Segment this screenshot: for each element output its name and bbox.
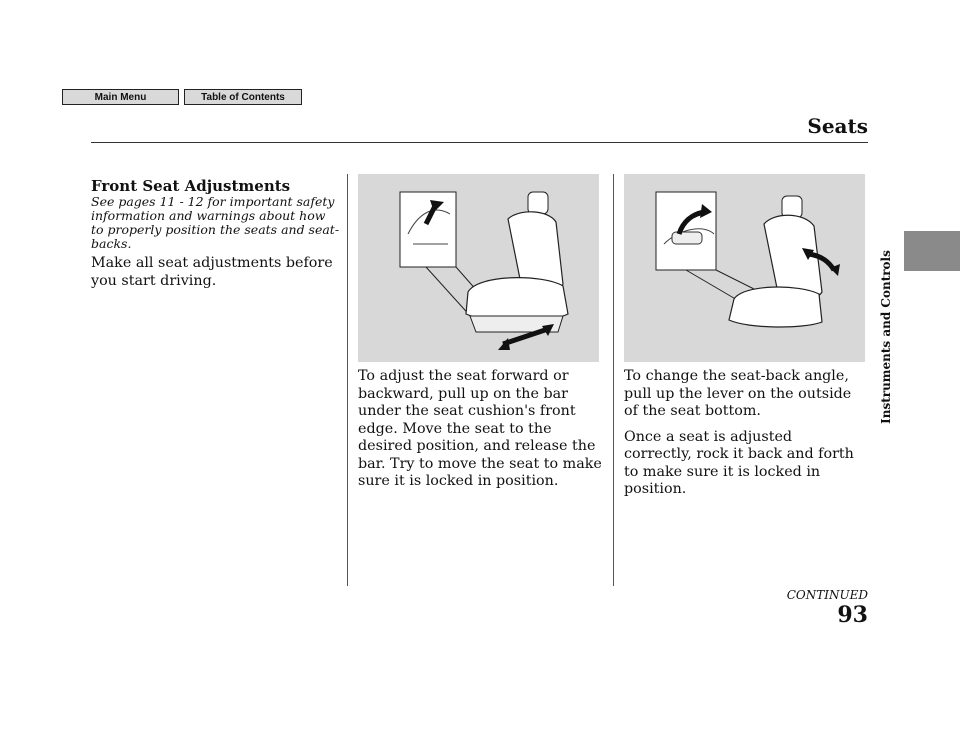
safety-note: See pages 11 - 12 for important safety information and warnings about how to properly position the seats and seat-backs. — [91, 194, 340, 251]
seat-slide-illustration — [358, 174, 599, 362]
main-menu-button[interactable]: Main Menu — [62, 89, 179, 105]
intro-paragraph: Make all seat adjustments before you start driving. — [91, 255, 333, 289]
seat-slide-instructions: To adjust the seat forward or backward, pull up on the bar under the seat cushion's front edge. Move the seat to the desired position, and release the bar. Try to move the seat to make sure it is locked in position. — [358, 368, 602, 489]
seat-back-instructions: To change the seat-back angle, pull up the lever on the outside of the seat bottom. Once a seat is adjusted correctly, rock it back and forth to make sure it is locked in position. — [624, 368, 854, 497]
table-of-contents-button[interactable]: Table of Contents — [184, 89, 302, 105]
section-heading: Front Seat Adjustments — [91, 177, 291, 195]
chapter-side-label: Instruments and Controls — [879, 250, 893, 424]
seat-back-angle-illustration — [624, 174, 865, 362]
header-rule — [91, 142, 868, 143]
page-number: 93 — [837, 602, 868, 628]
section-title: Seats — [807, 114, 868, 138]
continued-label: CONTINUED — [786, 588, 868, 602]
column-divider — [347, 174, 348, 586]
chapter-tab-marker — [904, 231, 960, 271]
column-divider — [613, 174, 614, 586]
